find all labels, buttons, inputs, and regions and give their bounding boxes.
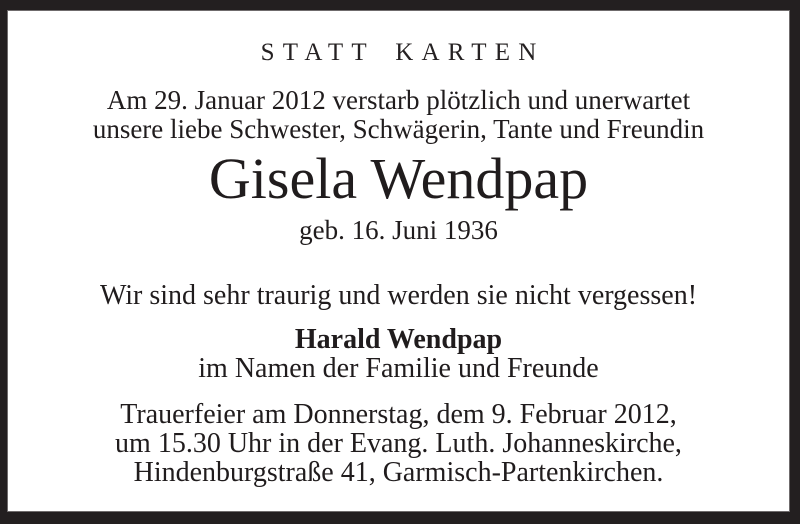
funeral-details xyxy=(8,400,789,487)
intro-line-2: unsere liebe Schwester, Schwägerin, Tante und Freundin xyxy=(92,114,705,144)
statt-karten-header: STATT KARTEN xyxy=(260,39,545,66)
mourner-name: Harald Wendpap xyxy=(294,324,503,355)
mourning-message: Wir sind sehr traurig und werden sie nicht vergessen! xyxy=(99,280,698,311)
mourner-subline: im Namen der Familie und Freunde xyxy=(198,353,599,384)
intro-line-1: Am 29. Januar 2012 verstarb plötzlich und unerwartet xyxy=(106,85,691,115)
funeral-line-2: um 15.30 Uhr in der Evang. Luth. Johanneskirche, xyxy=(115,428,682,459)
deceased-name: Gisela Wendpap xyxy=(208,146,589,211)
birth-date-line: geb. 16. Juni 1936 xyxy=(299,215,498,245)
intro-text xyxy=(8,86,789,144)
obituary-notice xyxy=(7,10,790,512)
funeral-line-1: Trauerfeier am Donnerstag, dem 9. Februar 2012, xyxy=(120,399,677,430)
funeral-line-3: Hindenburgstraße 41, Garmisch-Partenkirchen. xyxy=(133,457,664,488)
